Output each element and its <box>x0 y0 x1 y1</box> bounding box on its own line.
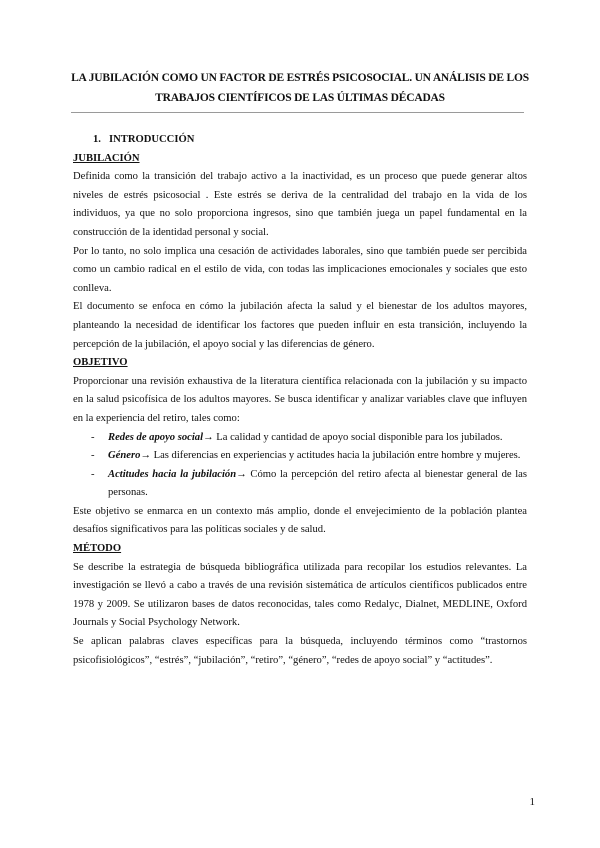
paragraph: Se describe la estrategia de búsqueda bibliográfica utilizada para recopilar los estudios relevantes. La investigación se llevó a cabo a través de una revisión sistemática de artículos científicos publicados entre 1978 y 2009. Se utilizaron bases de datos reconocidas, tales como Redalyc, Dialnet, MEDLINE, Oxford Journals y Social Psychology Network. <box>73 561 527 629</box>
paragraph: El documento se enfoca en cómo la jubilación afecta la salud y el bienestar de los adultos mayores, planteando la necesidad de identificar los factores que pueden influir en esta transición, incluyendo la percepción de la jubilación, el apoyo social y las diferencias de género. <box>73 301 527 350</box>
document-title: LA JUBILACIÓN COMO UN FACTOR DE ESTRÉS PSICOSOCIAL. UN ANÁLISIS DE LOS TRABAJOS CIENTÍFICOS DE LAS ÚLTIMAS DÉCADAS <box>71 72 529 104</box>
paragraph: Definida como la transición del trabajo activo a la inactividad, es un proceso que puede generar altos niveles de estrés psicosocial . Este estrés se deriva de la centralidad del trabajo en la vida de los individuos, ya que no solo proporciona ingresos, sino que también juega un papel fundamental en la construcción de la identidad personal y social. <box>73 171 527 238</box>
list-item-text: Cómo la percepción del retiro afecta al bienestar general de las personas. <box>108 468 527 499</box>
list-item-text: La calidad y cantidad de apoyo social disponible para los jubilados. <box>213 431 503 443</box>
section-heading-introduccion <box>93 131 527 150</box>
list-item <box>73 447 527 466</box>
list-item-term: Redes de apoyo social <box>108 431 204 443</box>
arrow-glyph: → <box>236 468 247 480</box>
list-item-term: Género <box>108 450 141 462</box>
section-title: INTRODUCCIÓN <box>109 134 195 145</box>
paragraph: Proporcionar una revisión exhaustiva de la literatura científica relacionada con la jubilación y su impacto en la salud psicofísica de los adultos mayores. Se busca identificar y analizar variables clave que influyen en la experiencia del retiro, tales como: <box>73 375 527 424</box>
bullet-marker: - <box>91 450 95 462</box>
subheading-objetivo: OBJETIVO <box>73 357 128 369</box>
bullet-list <box>73 429 527 503</box>
section-number: 1. <box>93 134 101 145</box>
list-item-text: Las diferencias en experiencias y actitudes hacia la jubilación entre hombre y mujeres. <box>150 450 521 462</box>
paragraph: Se aplican palabras claves específicas para la búsqueda, incluyendo términos como “trastornos psicofisiológicos”, “estrés”, “jubilación”, “retiro”, “género”, “redes de apoyo social” y “actitudes”. <box>73 636 527 666</box>
arrow-glyph: → <box>203 431 214 443</box>
paragraph: Este objetivo se enmarca en un contexto más amplio, donde el envejecimiento de la población plantea desafíos significativos para las políticas sociales y de salud. <box>73 505 527 536</box>
subheading-jubilacion: JUBILACIÓN <box>73 152 140 164</box>
list-item-term: Actitudes hacia la jubilación <box>108 468 237 480</box>
paragraph: Por lo tanto, no solo implica una cesación de actividades laborales, sino que también puede ser percibida como un cambio radical en el estilo de vida, con todas las implicaciones emocionales y sociales que esto conlleva. <box>73 245 527 294</box>
bullet-marker: - <box>91 468 95 480</box>
page-number: 1 <box>529 796 535 808</box>
list-item <box>73 429 527 448</box>
bullet-marker: - <box>91 431 95 443</box>
title-divider <box>71 112 524 113</box>
arrow-glyph: → <box>140 450 151 462</box>
document-body <box>73 131 527 670</box>
list-item <box>73 466 527 503</box>
subheading-metodo: MÉTODO <box>73 543 122 555</box>
